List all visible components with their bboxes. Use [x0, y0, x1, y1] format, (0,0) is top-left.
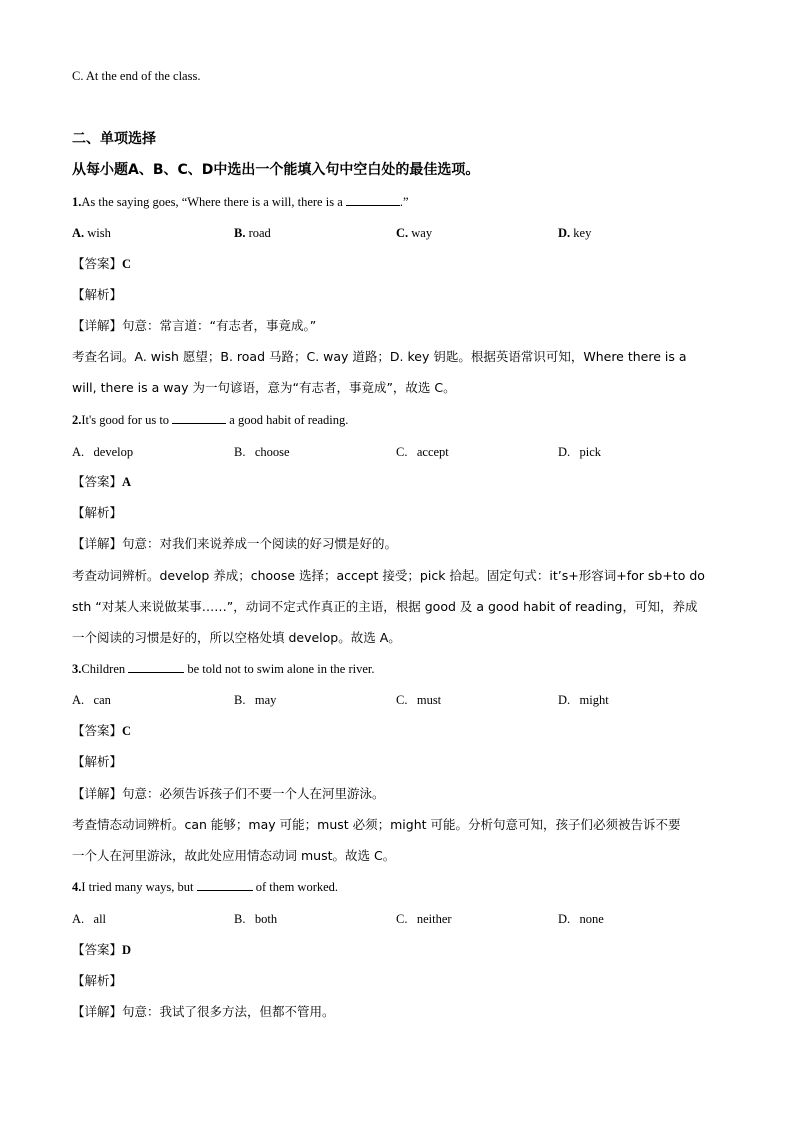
answer-line: [72, 255, 732, 273]
stem-after-blank: a good habit of reading.: [226, 413, 349, 427]
explanation-line: 考查情态动词辨析。can 能够；may 可能；must 必须；might 可能。分析句意可知，孩子们必须被告诉不要: [72, 817, 681, 832]
answer-blank: [197, 878, 253, 891]
stem-after-blank: be told not to swim alone in the river.: [184, 662, 375, 676]
option-b: B. road: [234, 226, 271, 240]
answer-blank: [128, 660, 184, 673]
detail-text: 句意：必须告诉孩子们不要一个人在河里游泳。: [122, 786, 385, 801]
analysis-label: 【解析】: [72, 505, 123, 520]
options-row: [72, 443, 732, 461]
stem-before-blank: Children: [81, 662, 129, 676]
answer-label: 【答案】: [72, 942, 123, 957]
detail-text: 句意：对我们来说养成一个阅读的好习惯是好的。: [122, 536, 398, 551]
answer-blank: [346, 193, 400, 206]
question-stem: [72, 411, 732, 429]
option-c: C. way: [396, 226, 433, 240]
answer-value: C: [122, 257, 132, 271]
detail-line: [72, 1003, 732, 1021]
analysis-label: 【解析】: [72, 754, 123, 769]
option-a: A. can: [72, 693, 111, 707]
explanation-line: sth “对某人来说做某事……”，动词不定式作真正的主语，根据 good 及 a good habit of reading，可知，养成: [72, 599, 698, 614]
answer-line: [72, 473, 732, 491]
option-a: A. wish: [72, 226, 111, 240]
question-number: 1.: [72, 195, 82, 209]
explanation-line: will, there is a way 为一句谚语，意为“有志者，事竟成”，故选 C。: [72, 380, 456, 395]
option-d: D. none: [558, 912, 604, 926]
answer-label: 【答案】: [72, 256, 123, 271]
options-row: [72, 691, 732, 709]
option-a: A. develop: [72, 445, 134, 459]
section-instruction: 从每小题A、B、C、D中选出一个能填入句中空白处的最佳选项。: [72, 162, 480, 178]
explanation-line: 考查动词辨析。develop 养成；choose 选择；accept 接受；pick 拾起。固定句式：it’s+形容词+for sb+to do: [72, 568, 705, 583]
detail-text: 句意：我试了很多方法，但都不管用。: [122, 1004, 335, 1019]
stem-after-blank: of them worked.: [252, 880, 339, 894]
stem-before-blank: As the saying goes, “Where there is a will, there is a: [81, 195, 346, 209]
detail-line: [72, 785, 732, 803]
option-c: C. must: [396, 693, 442, 707]
section-title: 二、单项选择: [72, 131, 156, 147]
analysis-label: 【解析】: [72, 973, 123, 988]
answer-value: A: [122, 475, 132, 489]
detail-label: 【详解】: [72, 786, 123, 801]
stem-after-blank: .”: [399, 195, 409, 209]
option-d: D. might: [558, 693, 609, 707]
answer-line: [72, 722, 732, 740]
question-number: 2.: [72, 413, 82, 427]
option-d: D. pick: [558, 445, 602, 459]
analysis-label: 【解析】: [72, 287, 123, 302]
detail-label: 【详解】: [72, 318, 123, 333]
option-d: D. key: [558, 226, 592, 240]
option-b: B. choose: [234, 445, 290, 459]
previous-question-option: C. At the end of the class.: [72, 69, 201, 83]
explanation-line: 一个阅读的习惯是好的，所以空格处填 develop。故选 A。: [72, 630, 401, 645]
detail-line: [72, 535, 732, 553]
question-number: 4.: [72, 880, 82, 894]
option-b: B. both: [234, 912, 278, 926]
options-row: [72, 910, 732, 928]
stem-before-blank: It's good for us to: [81, 413, 173, 427]
question-stem: [72, 878, 732, 896]
answer-blank: [172, 411, 226, 424]
answer-label: 【答案】: [72, 474, 123, 489]
question-number: 3.: [72, 662, 82, 676]
detail-text: 句意：常言道：“有志者，事竟成。”: [122, 318, 317, 333]
answer-value: D: [122, 943, 132, 957]
answer-value: C: [122, 724, 132, 738]
option-c: C. accept: [396, 445, 449, 459]
explanation-line: 一个人在河里游泳，故此处应用情态动词 must。故选 C。: [72, 848, 396, 863]
detail-label: 【详解】: [72, 536, 123, 551]
question-stem: [72, 660, 732, 678]
option-a: A. all: [72, 912, 107, 926]
detail-label: 【详解】: [72, 1004, 123, 1019]
stem-before-blank: I tried many ways, but: [81, 880, 197, 894]
answer-label: 【答案】: [72, 723, 123, 738]
detail-line: [72, 317, 732, 335]
question-stem: [72, 193, 732, 211]
explanation-line: 考查名词。A. wish 愿望；B. road 马路；C. way 道路；D. key 钥匙。根据英语常识可知，Where there is a: [72, 349, 687, 364]
options-row: [72, 224, 732, 242]
answer-line: [72, 941, 732, 959]
option-b: B. may: [234, 693, 277, 707]
option-c: C. neither: [396, 912, 452, 926]
